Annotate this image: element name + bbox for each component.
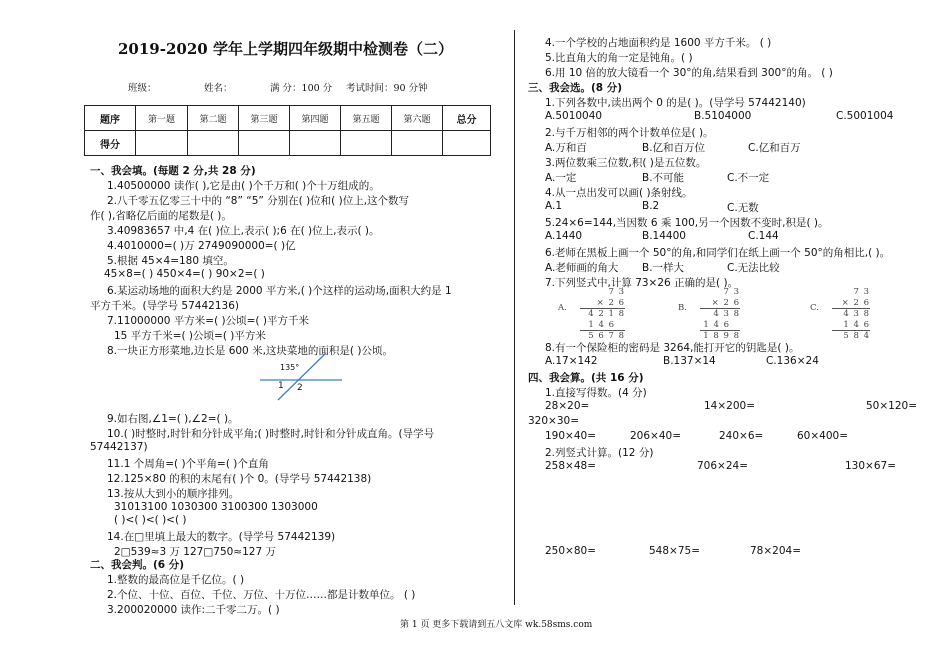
calc-row: 4 3 8 xyxy=(713,309,740,319)
question-line: 31013100 1030300 3100300 1303000 xyxy=(114,501,318,513)
calc-item: 78×204= xyxy=(750,545,801,557)
calc-item: 28×20= xyxy=(545,400,590,412)
choice-option[interactable]: A.一定 xyxy=(545,172,577,184)
question-line: 57442137) xyxy=(90,441,148,453)
question-line: 3.40983657 中,4 在( )位上,表示( );6 在( )位上,表示( )。 xyxy=(107,225,380,237)
question-line: 6.某运动场地的面积大约是 2000 平方米,( )个这样的运动场,面积大约是 1 xyxy=(107,285,452,297)
question-line: 12.125×80 的积的末尾有( )个 0。(导学号 57442138) xyxy=(107,473,372,485)
choice-option[interactable]: C.亿和百万 xyxy=(748,142,801,154)
question-line: 8.一块正方形菜地,边长是 600 米,这块菜地的面积是( )公顷。 xyxy=(107,345,393,357)
choice-option[interactable]: B.14400 xyxy=(642,230,686,242)
judge-line: 3.200020000 读作:二千零二万。( ) xyxy=(107,604,280,616)
calc-row: 7 3 xyxy=(853,287,870,297)
subheading: 2.列竖式计算。(12 分) xyxy=(545,447,654,459)
calc-item: 206×40= xyxy=(630,430,681,442)
question-line: 1.40500000 读作( ),它是由( )个千万和( )个十万组成的。 xyxy=(107,180,380,192)
calc-item: 548×75= xyxy=(649,545,700,557)
choice-question: 8.有一个保险柜的密码是 3264,能打开它的钥匙是( )。 xyxy=(545,342,800,354)
calc-item: 258×48= xyxy=(545,460,596,472)
question-line: 平方千米。(导学号 57442136) xyxy=(90,300,239,312)
score-table-row-label: 得分 xyxy=(85,131,136,156)
calc-row: 7 3 xyxy=(608,287,625,297)
question-line: 2.八千零五亿零三十中的 “8” “5” 分别在( )位和( )位上,这个数写 xyxy=(107,195,410,207)
calc-item: 130×67= xyxy=(845,460,896,472)
score-table xyxy=(84,105,491,156)
question-line: 10.( )时整时,时针和分针成平角;( )时整时,时针和分针成直角。(导学号 xyxy=(107,428,435,440)
choice-option[interactable]: A.老师画的角大 xyxy=(545,262,619,274)
vertical-calc-label: B. xyxy=(678,303,687,313)
choice-option[interactable]: B.5104000 xyxy=(694,110,752,122)
calc-item: 320×30= xyxy=(528,415,579,427)
choice-question: 1.下列各数中,读出两个 0 的是( )。(导学号 57442140) xyxy=(545,97,806,109)
score-table-header: 题序 xyxy=(85,106,136,131)
score-table-header: 第一题 xyxy=(136,106,188,131)
exam-time-label: 考试时间：90 分钟 xyxy=(346,83,428,94)
choice-question: 7.下列竖式中,计算 73×26 正确的是( )。 xyxy=(545,277,739,289)
section1-heading: 一、我会填。(每题 2 分,共 28 分) xyxy=(90,165,256,177)
section2-heading: 二、我会判。(6 分) xyxy=(90,559,185,571)
question-line: 作( ),省略亿后面的尾数是( )。 xyxy=(90,210,232,222)
choice-option[interactable]: B.亿和百万位 xyxy=(642,142,706,154)
choice-option[interactable]: B.2 xyxy=(642,200,660,212)
score-table-header: 第二题 xyxy=(188,106,239,131)
calc-row: 1 4 6 xyxy=(700,320,740,332)
question-line: 11.1 个周角=( )个平角=( )个直角 xyxy=(107,458,269,470)
column-divider xyxy=(514,30,515,605)
calc-item: 190×40= xyxy=(545,430,596,442)
choice-question: 4.从一点出发可以画( )条射线。 xyxy=(545,187,693,199)
section4-heading: 四、我会算。(共 16 分) xyxy=(528,372,644,384)
calc-row: 5 6 7 8 xyxy=(588,331,625,341)
angle-1-label: 1 xyxy=(278,381,284,391)
score-cell[interactable] xyxy=(290,131,341,156)
choice-option[interactable]: A.17×142 xyxy=(545,355,598,367)
question-line: 2□539≈3 万 127□750≈127 万 xyxy=(114,546,276,558)
choice-question: 6.老师在黑板上画一个 50°的角,和同学们在纸上画一个 50°的角相比,( )。 xyxy=(545,247,891,259)
score-table-header: 第五题 xyxy=(341,106,392,131)
calc-item: 60×400= xyxy=(797,430,848,442)
name-label: 姓名： xyxy=(204,83,233,94)
question-line: 5.根据 45×4=180 填空。 xyxy=(107,255,234,267)
choice-question: 2.与千万相邻的两个计数单位是( )。 xyxy=(545,127,714,139)
page-title: 2019-2020 学年上学期四年级期中检测卷（二） xyxy=(118,40,453,58)
angle-135-label: 135° xyxy=(280,363,300,372)
calc-row: 4 3 8 xyxy=(843,309,870,319)
choice-option[interactable]: C.144 xyxy=(748,230,779,242)
section3-heading: 三、我会选。(8 分) xyxy=(528,82,623,94)
vertical-calc-label: A. xyxy=(558,303,567,313)
question-line: 4.4010000=( )万 2749090000=( )亿 xyxy=(107,240,296,252)
question-line: 7.11000000 平方米=( )公顷=( )平方千米 xyxy=(107,315,309,327)
choice-option[interactable]: A.1440 xyxy=(545,230,583,242)
page-footer: 第 1 页 更多下载请到五八文库 wk.58sms.com xyxy=(400,620,593,630)
choice-option[interactable]: C.136×24 xyxy=(766,355,819,367)
score-table-header: 第三题 xyxy=(239,106,290,131)
choice-option[interactable]: C.不一定 xyxy=(727,172,770,184)
vertical-calc-c[interactable] xyxy=(810,287,870,342)
vertical-calc-label: C. xyxy=(810,303,819,313)
question-line: 13.按从大到小的顺序排列。 xyxy=(107,488,240,500)
judge-line: 6.用 10 倍的放大镜看一个 30°的角,结果看到 300°的角。 ( ) xyxy=(545,67,833,79)
judge-line: 1.整数的最高位是千亿位。( ) xyxy=(107,574,245,586)
score-cell[interactable] xyxy=(443,131,491,156)
calc-row: 1 8 9 8 xyxy=(703,331,740,341)
score-cell[interactable] xyxy=(188,131,239,156)
choice-option[interactable]: B.一样大 xyxy=(642,262,685,274)
full-score-label: 满 分：100 分 xyxy=(270,83,333,94)
vertical-calc-a[interactable] xyxy=(558,287,625,342)
question-line: 45×8=( ) 450×4=( ) 90×2=( ) xyxy=(104,268,265,280)
score-cell[interactable] xyxy=(239,131,290,156)
score-cell[interactable] xyxy=(341,131,392,156)
calc-item: 14×200= xyxy=(704,400,755,412)
choice-option[interactable]: C.5001004 xyxy=(836,110,894,122)
score-table-header: 第四题 xyxy=(290,106,341,131)
calc-row: 1 4 6 xyxy=(580,320,625,332)
calc-row: × 2 6 xyxy=(832,298,870,310)
question-line: 15 平方千米=( )公顷=( )平方米 xyxy=(114,330,266,342)
vertical-calc-b[interactable] xyxy=(678,287,740,342)
question-line: 14.在□里填上最大的数字。(导学号 57442139) xyxy=(107,531,336,543)
calc-item: 250×80= xyxy=(545,545,596,557)
calc-row: × 2 6 xyxy=(700,298,740,310)
angle-2-label: 2 xyxy=(297,383,303,393)
calc-item: 706×24= xyxy=(697,460,748,472)
calc-item: 240×6= xyxy=(719,430,764,442)
score-table-header: 总分 xyxy=(443,106,491,131)
score-cell[interactable] xyxy=(136,131,188,156)
calc-row: 1 4 6 xyxy=(832,320,870,332)
score-table-header: 第六题 xyxy=(392,106,443,131)
judge-line: 2.个位、十位、百位、千位、万位、十万位……都是计数单位。 ( ) xyxy=(107,589,416,601)
choice-question: 5.24×6=144,当因数 6 乘 100,另一个因数不变时,积是( )。 xyxy=(545,217,829,229)
calc-row: × 2 6 xyxy=(580,298,625,310)
class-label: 班级： xyxy=(128,83,157,94)
choice-option[interactable]: A.万和百 xyxy=(545,142,587,154)
choice-option[interactable]: C.无数 xyxy=(727,202,759,214)
judge-line: 4.一个学校的占地面积约是 1600 平方千米。 ( ) xyxy=(545,37,772,49)
angle-figure xyxy=(258,350,344,402)
choice-option[interactable]: A.5010040 xyxy=(545,110,603,122)
score-cell[interactable] xyxy=(392,131,443,156)
calc-row: 4 2 1 8 xyxy=(588,309,625,319)
judge-line: 5.比直角大的角一定是钝角。( ) xyxy=(545,52,693,64)
choice-option[interactable]: C.无法比较 xyxy=(727,262,780,274)
choice-question: 3.两位数乘三位数,积( )是五位数。 xyxy=(545,157,707,169)
calc-row: 5 8 4 xyxy=(843,331,870,341)
choice-option[interactable]: B.137×14 xyxy=(663,355,716,367)
subheading: 1.直接写得数。(4 分) xyxy=(545,387,647,399)
choice-option[interactable]: A.1 xyxy=(545,200,563,212)
question-line: ( )<( )<( )<( ) xyxy=(114,514,187,526)
calc-row: 7 3 xyxy=(723,287,740,297)
question-line: 9.如右图,∠1=( ),∠2=( )。 xyxy=(107,413,239,425)
choice-option[interactable]: B.不可能 xyxy=(642,172,685,184)
calc-item: 50×120= xyxy=(866,400,917,412)
